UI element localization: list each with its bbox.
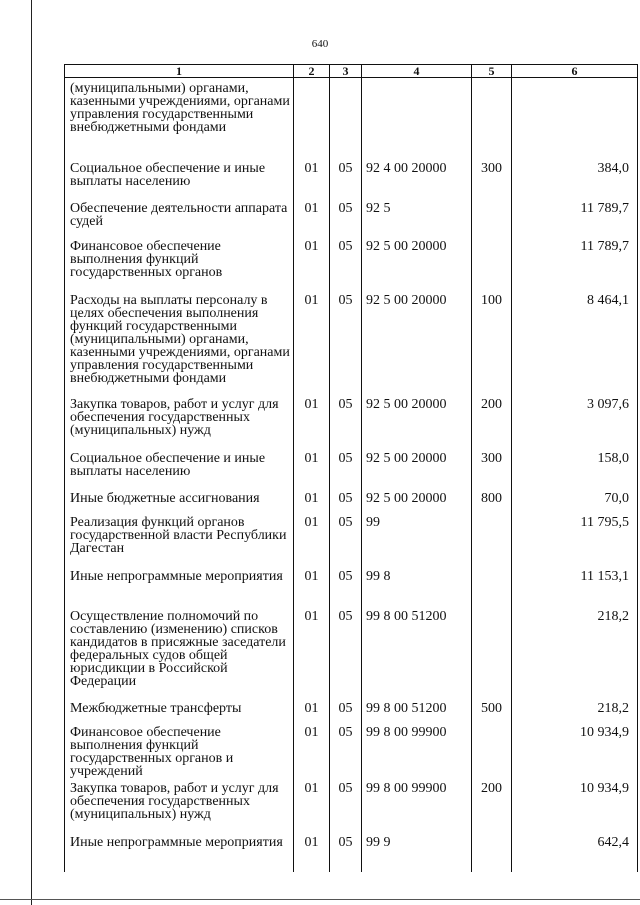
row-subsection: 05: [330, 394, 362, 448]
row-section: 01: [294, 488, 330, 512]
row-amount: 11 789,7: [512, 198, 638, 236]
table-row: [65, 158, 638, 198]
row-section: 01: [294, 722, 330, 778]
table-row: [65, 832, 638, 872]
row-name: Иные непрограммные мероприятия: [65, 832, 294, 872]
header-col-target-code: 4: [362, 65, 472, 78]
row-section: 01: [294, 832, 330, 872]
row-target-code: 92 5 00 20000: [362, 236, 472, 290]
row-subsection: 05: [330, 778, 362, 832]
row-name: Социальное обеспечение и иные выплаты населению: [65, 158, 294, 198]
row-target-code: 92 5 00 20000: [362, 394, 472, 448]
row-expense-type: [472, 78, 512, 159]
row-subsection: 05: [330, 198, 362, 236]
row-amount: 8 464,1: [512, 290, 638, 394]
budget-table: [64, 64, 638, 872]
row-name: Обеспечение деятельности аппарата судей: [65, 198, 294, 236]
row-amount: 218,2: [512, 606, 638, 698]
row-amount: 642,4: [512, 832, 638, 872]
row-name: Финансовое обеспечение выполнения функций государственных органов и учреждений: [65, 722, 294, 778]
table-row: [65, 448, 638, 488]
row-subsection: 05: [330, 722, 362, 778]
row-expense-type: 100: [472, 290, 512, 394]
row-subsection: 05: [330, 236, 362, 290]
row-target-code: 92 5 00 20000: [362, 290, 472, 394]
row-subsection: [330, 78, 362, 159]
row-target-code: 99 8 00 99900: [362, 722, 472, 778]
row-amount: 158,0: [512, 448, 638, 488]
row-subsection: 05: [330, 566, 362, 606]
row-subsection: 05: [330, 698, 362, 722]
row-target-code: [362, 78, 472, 159]
table-row: [65, 236, 638, 290]
row-section: 01: [294, 158, 330, 198]
row-subsection: 05: [330, 290, 362, 394]
table-row: [65, 698, 638, 722]
row-section: 01: [294, 290, 330, 394]
row-target-code: 99: [362, 512, 472, 566]
row-target-code: 99 8 00 99900: [362, 778, 472, 832]
row-expense-type: [472, 832, 512, 872]
row-name: Закупка товаров, работ и услуг для обеспечения государственных (муниципальных) нужд: [65, 394, 294, 448]
row-target-code: 99 8: [362, 566, 472, 606]
table-row: [65, 198, 638, 236]
row-expense-type: [472, 566, 512, 606]
row-section: 01: [294, 566, 330, 606]
row-expense-type: 800: [472, 488, 512, 512]
row-subsection: 05: [330, 606, 362, 698]
header-col-name: 1: [65, 65, 294, 78]
row-name: Иные непрограммные мероприятия: [65, 566, 294, 606]
row-target-code: 92 5 00 20000: [362, 448, 472, 488]
row-amount: 70,0: [512, 488, 638, 512]
row-subsection: 05: [330, 832, 362, 872]
row-expense-type: [472, 512, 512, 566]
table-row: [65, 512, 638, 566]
row-expense-type: [472, 722, 512, 778]
header-row: [65, 65, 638, 78]
row-subsection: 05: [330, 158, 362, 198]
row-name: Осуществление полномочий по составлению (изменению) списков кандидатов в присяжные заседатели федеральных судов общей юрисдикции в Российской Федерации: [65, 606, 294, 698]
row-expense-type: [472, 198, 512, 236]
page-number: 640: [311, 38, 329, 50]
row-expense-type: 200: [472, 778, 512, 832]
row-section: 01: [294, 394, 330, 448]
row-target-code: 99 8 00 51200: [362, 606, 472, 698]
row-subsection: 05: [330, 448, 362, 488]
row-section: 01: [294, 448, 330, 488]
row-amount: 11 153,1: [512, 566, 638, 606]
row-expense-type: 300: [472, 448, 512, 488]
row-section: 01: [294, 778, 330, 832]
row-amount: 11 789,7: [512, 236, 638, 290]
row-amount: 3 097,6: [512, 394, 638, 448]
row-amount: 11 795,5: [512, 512, 638, 566]
row-section: 01: [294, 698, 330, 722]
page-scan-bottom-edge: [0, 899, 640, 900]
row-section: 01: [294, 512, 330, 566]
table-row: [65, 78, 638, 159]
row-amount: 384,0: [512, 158, 638, 198]
row-name: Иные бюджетные ассигнования: [65, 488, 294, 512]
header-col-expense-type: 5: [472, 65, 512, 78]
header-col-section: 2: [294, 65, 330, 78]
row-name: Расходы на выплаты персоналу в целях обеспечения выполнения функций государственными (муниципальными) органами, казенными учреждениями, органами управления государственными внебюджетными фондами: [65, 290, 294, 394]
table-row: [65, 778, 638, 832]
row-section: 01: [294, 198, 330, 236]
row-target-code: 99 9: [362, 832, 472, 872]
row-section: 01: [294, 606, 330, 698]
row-name: Социальное обеспечение и иные выплаты населению: [65, 448, 294, 488]
row-amount: [512, 78, 638, 159]
row-expense-type: [472, 606, 512, 698]
row-expense-type: 500: [472, 698, 512, 722]
row-name: Финансовое обеспечение выполнения функций государственных органов: [65, 236, 294, 290]
row-expense-type: 300: [472, 158, 512, 198]
row-amount: 218,2: [512, 698, 638, 722]
row-name: Закупка товаров, работ и услуг для обеспечения государственных (муниципальных) нужд: [65, 778, 294, 832]
row-target-code: 92 5 00 20000: [362, 488, 472, 512]
row-expense-type: [472, 236, 512, 290]
row-subsection: 05: [330, 488, 362, 512]
row-target-code: 99 8 00 51200: [362, 698, 472, 722]
row-name: Реализация функций органов государственной власти Республики Дагестан: [65, 512, 294, 566]
table-row: [65, 722, 638, 778]
table-header: [65, 65, 638, 78]
table-body: [65, 78, 638, 873]
row-expense-type: 200: [472, 394, 512, 448]
row-amount: 10 934,9: [512, 722, 638, 778]
page-scan-edge: [31, 0, 32, 905]
table-row: [65, 566, 638, 606]
row-name: (муниципальными) органами, казенными учреждениями, органами управления государственными внебюджетными фондами: [65, 78, 294, 159]
table-row: [65, 606, 638, 698]
row-amount: 10 934,9: [512, 778, 638, 832]
row-section: 01: [294, 236, 330, 290]
header-col-amount: 6: [512, 65, 638, 78]
table-row: [65, 290, 638, 394]
table-row: [65, 394, 638, 448]
row-subsection: 05: [330, 512, 362, 566]
row-name: Межбюджетные трансферты: [65, 698, 294, 722]
row-section: [294, 78, 330, 159]
header-col-subsection: 3: [330, 65, 362, 78]
row-target-code: 92 4 00 20000: [362, 158, 472, 198]
row-target-code: 92 5: [362, 198, 472, 236]
table-row: [65, 488, 638, 512]
